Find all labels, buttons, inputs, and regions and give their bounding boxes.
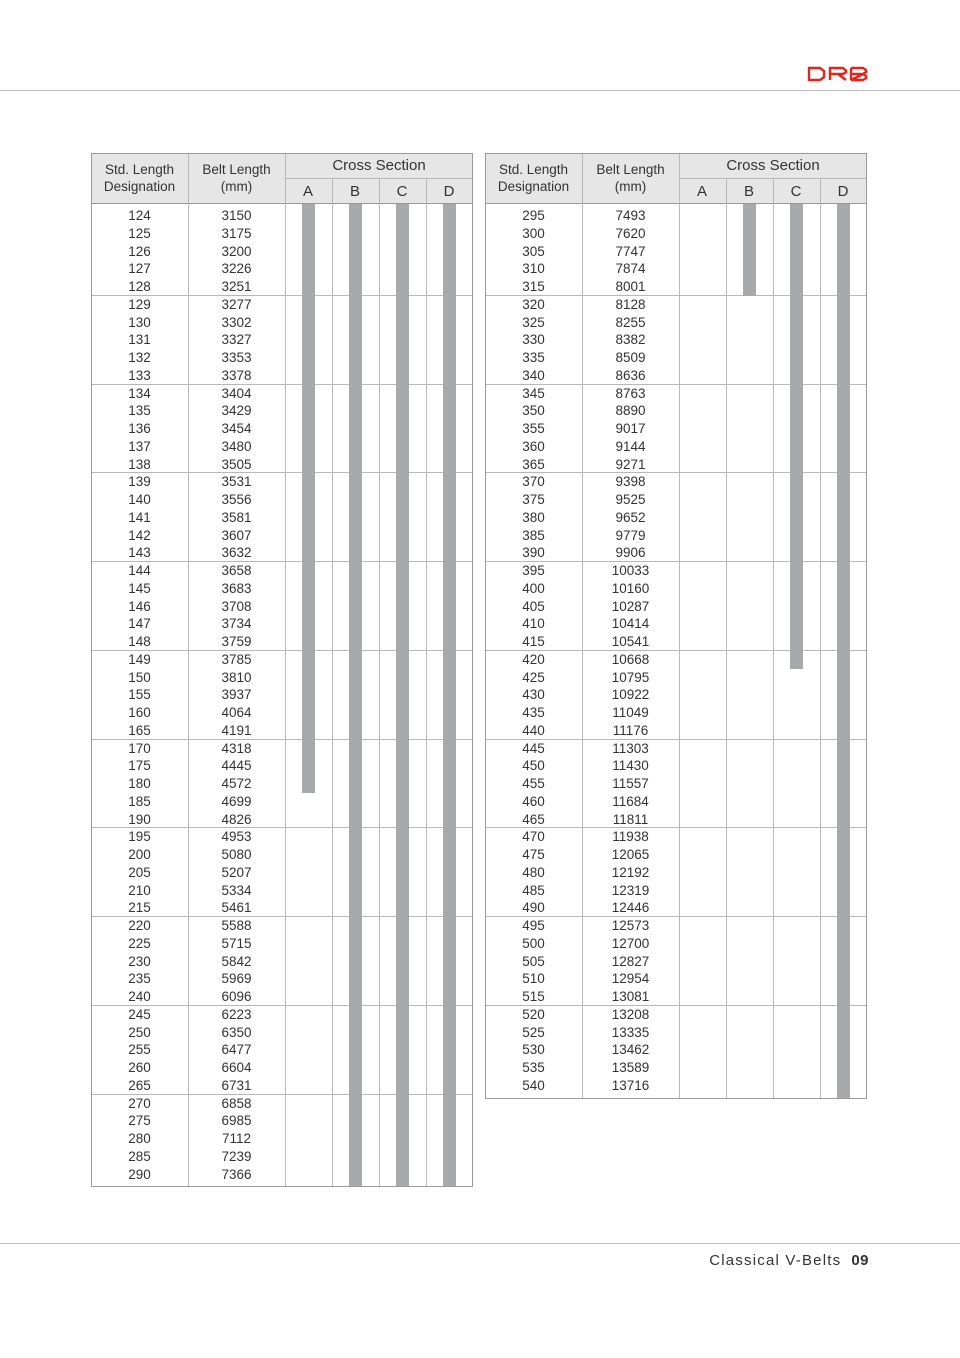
belt-length-cell: 3658 bbox=[221, 563, 252, 578]
designation-cell: 124 bbox=[128, 208, 151, 223]
designation-cell: 435 bbox=[522, 705, 545, 720]
designation-cell: 240 bbox=[128, 989, 151, 1004]
designation-cell: 165 bbox=[128, 722, 151, 738]
belt-length-cell: 3480 bbox=[221, 438, 252, 454]
belt-length-cell: 6477 bbox=[221, 1042, 252, 1058]
belt-length-cell: 3708 bbox=[221, 598, 252, 614]
belt-length-cell: 3404 bbox=[221, 385, 252, 401]
belt-length-cell: 3200 bbox=[221, 243, 252, 259]
belt-length-cell: 11684 bbox=[612, 793, 649, 809]
section-letter-d: D bbox=[837, 183, 849, 200]
designation-cell: 495 bbox=[522, 918, 545, 933]
designation-cell: 137 bbox=[128, 438, 151, 454]
belt-length-cell: 3150 bbox=[221, 208, 252, 223]
belt-length-cell: 12700 bbox=[611, 935, 650, 951]
belt-length-cell: 5842 bbox=[221, 953, 252, 969]
designation-cell: 455 bbox=[522, 776, 545, 791]
designation-cell: 515 bbox=[522, 989, 545, 1004]
designation-cell: 460 bbox=[522, 793, 545, 809]
belt-length-cell: 10287 bbox=[611, 598, 650, 614]
table-frame bbox=[485, 153, 867, 1099]
designation-cell: 148 bbox=[128, 634, 151, 649]
belt-length-cell: 11303 bbox=[612, 740, 649, 756]
belt-length-cell: 6731 bbox=[221, 1077, 252, 1093]
belt-length-header: Belt Length (mm) bbox=[202, 162, 271, 194]
belt-length-cell: 8636 bbox=[615, 367, 646, 383]
belt-length-cell: 8128 bbox=[615, 296, 646, 312]
top-rule bbox=[0, 90, 960, 91]
belt-length-cell: 10668 bbox=[611, 651, 650, 667]
belt-length-cell: 6604 bbox=[221, 1060, 252, 1075]
designation-cell: 445 bbox=[522, 740, 545, 756]
belt-length-cell: 11811 bbox=[612, 811, 649, 827]
designation-cell: 280 bbox=[128, 1131, 151, 1146]
designation-cell: 260 bbox=[128, 1060, 151, 1075]
belt-length-cell: 12192 bbox=[611, 864, 650, 880]
designation-cell: 520 bbox=[522, 1006, 545, 1022]
designation-cell: 129 bbox=[128, 296, 151, 312]
belt-length-cell: 9906 bbox=[615, 545, 646, 561]
designation-cell: 210 bbox=[128, 882, 151, 898]
designation-cell: 330 bbox=[522, 332, 545, 348]
designation-cell: 510 bbox=[522, 971, 545, 987]
cross-section-header: Cross Section bbox=[726, 157, 820, 174]
belt-length-cell: 4445 bbox=[221, 758, 252, 774]
belt-length-cell: 10414 bbox=[611, 616, 650, 632]
belt-length-cell: 13716 bbox=[611, 1077, 650, 1093]
belt-length-cell: 9652 bbox=[615, 509, 646, 525]
designation-cell: 370 bbox=[522, 474, 545, 490]
bottom-rule bbox=[0, 1243, 960, 1244]
designation-cell: 385 bbox=[522, 527, 545, 543]
designation-cell: 325 bbox=[522, 314, 545, 330]
belt-length-cell: 3327 bbox=[221, 332, 252, 348]
designation-cell: 255 bbox=[128, 1042, 151, 1058]
section-letter-a: A bbox=[302, 183, 313, 200]
designation-header: Std. Length Designation bbox=[497, 162, 570, 194]
belt-length-cell: 3378 bbox=[221, 367, 252, 383]
designation-cell: 320 bbox=[522, 296, 545, 312]
designation-cell: 345 bbox=[522, 385, 545, 401]
belt-length-cell: 3683 bbox=[221, 580, 252, 596]
designation-cell: 195 bbox=[128, 829, 151, 845]
belt-length-cell: 9779 bbox=[615, 527, 646, 543]
designation-cell: 355 bbox=[522, 421, 545, 436]
designation-cell: 245 bbox=[128, 1006, 151, 1022]
belt-length-cell: 11557 bbox=[612, 776, 649, 791]
designation-cell: 365 bbox=[522, 456, 545, 472]
belt-length-table-left bbox=[91, 153, 473, 1187]
designation-cell: 230 bbox=[128, 953, 151, 969]
belt-length-cell: 6096 bbox=[221, 989, 252, 1004]
belt-length-cell: 7747 bbox=[615, 243, 646, 259]
designation-cell: 410 bbox=[522, 616, 545, 632]
belt-length-cell: 8890 bbox=[615, 403, 646, 419]
designation-cell: 134 bbox=[128, 385, 151, 401]
belt-length-cell: 9271 bbox=[615, 456, 646, 472]
belt-length-cell: 7874 bbox=[615, 261, 646, 277]
belt-length-cell: 13335 bbox=[611, 1024, 650, 1040]
belt-length-cell: 8001 bbox=[615, 279, 646, 294]
belt-length-cell: 10795 bbox=[611, 669, 650, 685]
belt-length-cell: 12319 bbox=[611, 882, 650, 898]
designation-cell: 131 bbox=[128, 332, 151, 348]
designation-cell: 500 bbox=[522, 935, 545, 951]
cross-section-header: Cross Section bbox=[332, 157, 426, 174]
designation-cell: 350 bbox=[522, 403, 545, 419]
designation-cell: 275 bbox=[128, 1113, 151, 1129]
designation-cell: 360 bbox=[522, 438, 545, 454]
designation-cell: 141 bbox=[128, 509, 151, 525]
belt-length-cell: 6223 bbox=[221, 1006, 252, 1022]
belt-length-cell: 3810 bbox=[221, 669, 252, 685]
designation-cell: 340 bbox=[522, 367, 545, 383]
belt-length-cell: 3581 bbox=[221, 509, 252, 525]
designation-cell: 380 bbox=[522, 509, 545, 525]
designation-cell: 127 bbox=[128, 261, 151, 277]
section-letter-a: A bbox=[696, 183, 707, 200]
designation-cell: 180 bbox=[128, 776, 151, 791]
designation-cell: 395 bbox=[522, 563, 545, 578]
designation-cell: 430 bbox=[522, 687, 545, 703]
designation-cell: 310 bbox=[522, 261, 545, 277]
designation-cell: 250 bbox=[128, 1024, 151, 1040]
belt-length-cell: 3632 bbox=[221, 545, 252, 561]
designation-cell: 155 bbox=[128, 687, 151, 703]
section-letter-b: B bbox=[743, 183, 754, 200]
designation-cell: 505 bbox=[522, 953, 545, 969]
designation-cell: 130 bbox=[128, 314, 151, 330]
belt-length-cell: 12827 bbox=[611, 953, 650, 969]
designation-cell: 126 bbox=[128, 243, 151, 259]
designation-cell: 465 bbox=[522, 811, 545, 827]
belt-length-cell: 12065 bbox=[611, 847, 650, 862]
designation-cell: 470 bbox=[522, 829, 545, 845]
designation-cell: 144 bbox=[128, 563, 151, 578]
belt-length-cell: 10033 bbox=[611, 563, 650, 578]
belt-length-cell: 13589 bbox=[611, 1060, 650, 1075]
belt-length-cell: 8382 bbox=[615, 332, 646, 348]
designation-cell: 530 bbox=[522, 1042, 545, 1058]
designation-cell: 475 bbox=[522, 847, 545, 862]
designation-header: Std. Length Designation bbox=[103, 162, 176, 194]
belt-length-cell: 10541 bbox=[611, 634, 650, 649]
belt-length-cell: 3454 bbox=[221, 421, 252, 436]
belt-length-cell: 13462 bbox=[611, 1042, 650, 1058]
belt-length-cell: 8255 bbox=[615, 314, 646, 330]
designation-cell: 440 bbox=[522, 722, 545, 738]
belt-length-cell: 7239 bbox=[221, 1148, 252, 1164]
belt-length-cell: 13208 bbox=[611, 1006, 650, 1022]
belt-length-cell: 3505 bbox=[221, 456, 252, 472]
designation-cell: 285 bbox=[128, 1148, 151, 1164]
designation-cell: 405 bbox=[522, 598, 545, 614]
belt-length-cell: 3556 bbox=[221, 492, 252, 507]
belt-length-cell: 11938 bbox=[612, 829, 649, 845]
designation-cell: 315 bbox=[522, 279, 545, 294]
designation-cell: 190 bbox=[128, 811, 151, 827]
designation-cell: 185 bbox=[128, 793, 151, 809]
belt-length-cell: 6350 bbox=[221, 1024, 252, 1040]
section-letter-d: D bbox=[443, 183, 455, 200]
section-letter-b: B bbox=[349, 183, 360, 200]
belt-length-cell: 7112 bbox=[221, 1131, 252, 1146]
designation-cell: 295 bbox=[522, 208, 545, 223]
designation-cell: 205 bbox=[128, 864, 151, 880]
belt-length-cell: 4953 bbox=[221, 829, 252, 845]
belt-length-cell: 3759 bbox=[221, 634, 252, 649]
belt-length-cell: 3302 bbox=[221, 314, 252, 330]
designation-cell: 540 bbox=[522, 1077, 545, 1093]
belt-length-cell: 10922 bbox=[611, 687, 650, 703]
belt-length-cell: 3251 bbox=[221, 279, 252, 294]
belt-length-cell: 3937 bbox=[221, 687, 252, 703]
belt-length-cell: 7493 bbox=[615, 208, 646, 223]
belt-length-cell: 3429 bbox=[221, 403, 252, 419]
designation-cell: 425 bbox=[522, 669, 545, 685]
designation-cell: 535 bbox=[522, 1060, 545, 1075]
belt-length-table-right bbox=[485, 153, 867, 1099]
designation-cell: 175 bbox=[128, 758, 151, 774]
belt-length-cell: 11049 bbox=[612, 705, 649, 720]
designation-cell: 215 bbox=[128, 900, 151, 916]
page-footer bbox=[709, 1252, 869, 1269]
belt-length-cell: 3175 bbox=[221, 225, 252, 241]
belt-length-cell: 4572 bbox=[221, 776, 252, 791]
belt-length-cell: 3531 bbox=[221, 474, 252, 490]
designation-cell: 147 bbox=[128, 616, 151, 632]
designation-cell: 305 bbox=[522, 243, 545, 259]
footer-title: Classical V-Belts bbox=[709, 1252, 842, 1269]
belt-length-cell: 5334 bbox=[221, 882, 252, 898]
designation-cell: 290 bbox=[128, 1166, 151, 1182]
section-letter-c: C bbox=[790, 183, 802, 200]
belt-length-cell: 11430 bbox=[612, 758, 649, 774]
designation-cell: 149 bbox=[128, 651, 151, 667]
designation-cell: 150 bbox=[128, 669, 151, 685]
drb-logo bbox=[807, 66, 869, 82]
designation-cell: 140 bbox=[128, 492, 151, 507]
belt-length-cell: 3607 bbox=[221, 527, 252, 543]
designation-cell: 525 bbox=[522, 1024, 545, 1040]
designation-cell: 335 bbox=[522, 350, 545, 365]
page-number: 09 bbox=[851, 1252, 869, 1269]
designation-cell: 128 bbox=[128, 279, 151, 294]
designation-cell: 420 bbox=[522, 651, 545, 667]
designation-cell: 220 bbox=[128, 918, 151, 933]
belt-length-cell: 9398 bbox=[615, 474, 646, 490]
designation-cell: 480 bbox=[522, 864, 545, 880]
belt-length-cell: 5588 bbox=[221, 918, 252, 933]
designation-cell: 490 bbox=[522, 900, 545, 916]
designation-cell: 270 bbox=[128, 1095, 151, 1111]
belt-length-cell: 4064 bbox=[221, 705, 252, 720]
designation-cell: 160 bbox=[128, 705, 151, 720]
designation-cell: 300 bbox=[522, 225, 545, 241]
designation-cell: 485 bbox=[522, 882, 545, 898]
belt-length-cell: 4699 bbox=[221, 793, 252, 809]
designation-cell: 225 bbox=[128, 935, 151, 951]
section-letter-c: C bbox=[396, 183, 408, 200]
belt-length-cell: 12446 bbox=[611, 900, 650, 916]
table-frame bbox=[91, 153, 473, 1187]
designation-cell: 146 bbox=[128, 598, 151, 614]
belt-length-cell: 3226 bbox=[221, 261, 252, 277]
belt-length-cell: 3353 bbox=[221, 350, 252, 365]
belt-length-cell: 4318 bbox=[221, 740, 252, 756]
belt-length-cell: 5080 bbox=[221, 847, 252, 862]
designation-cell: 400 bbox=[522, 580, 545, 596]
belt-length-cell: 4826 bbox=[221, 811, 252, 827]
belt-length-cell: 12954 bbox=[611, 971, 650, 987]
designation-cell: 375 bbox=[522, 492, 545, 507]
designation-cell: 145 bbox=[128, 580, 151, 596]
belt-length-cell: 7620 bbox=[615, 225, 646, 241]
belt-length-cell: 3734 bbox=[221, 616, 252, 632]
belt-length-cell: 3785 bbox=[221, 651, 252, 667]
designation-cell: 135 bbox=[128, 403, 151, 419]
designation-cell: 125 bbox=[128, 225, 151, 241]
designation-cell: 143 bbox=[128, 545, 151, 561]
belt-length-cell: 7366 bbox=[221, 1166, 252, 1182]
belt-length-cell: 8763 bbox=[615, 385, 646, 401]
belt-length-cell: 11176 bbox=[612, 722, 649, 738]
belt-length-cell: 5969 bbox=[221, 971, 252, 987]
belt-length-cell: 3277 bbox=[221, 296, 252, 312]
designation-cell: 136 bbox=[128, 421, 151, 436]
designation-cell: 415 bbox=[522, 634, 545, 649]
designation-cell: 142 bbox=[128, 527, 151, 543]
belt-length-cell: 5461 bbox=[221, 900, 252, 916]
designation-cell: 450 bbox=[522, 758, 545, 774]
designation-cell: 170 bbox=[128, 740, 151, 756]
belt-length-cell: 9144 bbox=[615, 438, 646, 454]
belt-length-cell: 13081 bbox=[611, 989, 650, 1004]
belt-length-cell: 4191 bbox=[221, 722, 252, 738]
belt-length-cell: 6858 bbox=[221, 1095, 252, 1111]
belt-length-cell: 10160 bbox=[611, 580, 650, 596]
belt-length-cell: 12573 bbox=[611, 918, 650, 933]
belt-length-cell: 5715 bbox=[221, 935, 252, 951]
designation-cell: 132 bbox=[128, 350, 151, 365]
designation-cell: 235 bbox=[128, 971, 151, 987]
designation-cell: 139 bbox=[128, 474, 151, 490]
designation-cell: 138 bbox=[128, 456, 151, 472]
belt-length-cell: 6985 bbox=[221, 1113, 252, 1129]
belt-length-cell: 9017 bbox=[615, 421, 646, 436]
designation-cell: 265 bbox=[128, 1077, 151, 1093]
designation-cell: 200 bbox=[128, 847, 151, 862]
belt-length-header: Belt Length (mm) bbox=[596, 162, 665, 194]
belt-length-cell: 8509 bbox=[615, 350, 646, 365]
belt-length-cell: 9525 bbox=[615, 492, 646, 507]
belt-length-cell: 5207 bbox=[221, 864, 252, 880]
designation-cell: 133 bbox=[128, 367, 151, 383]
designation-cell: 390 bbox=[522, 545, 545, 561]
